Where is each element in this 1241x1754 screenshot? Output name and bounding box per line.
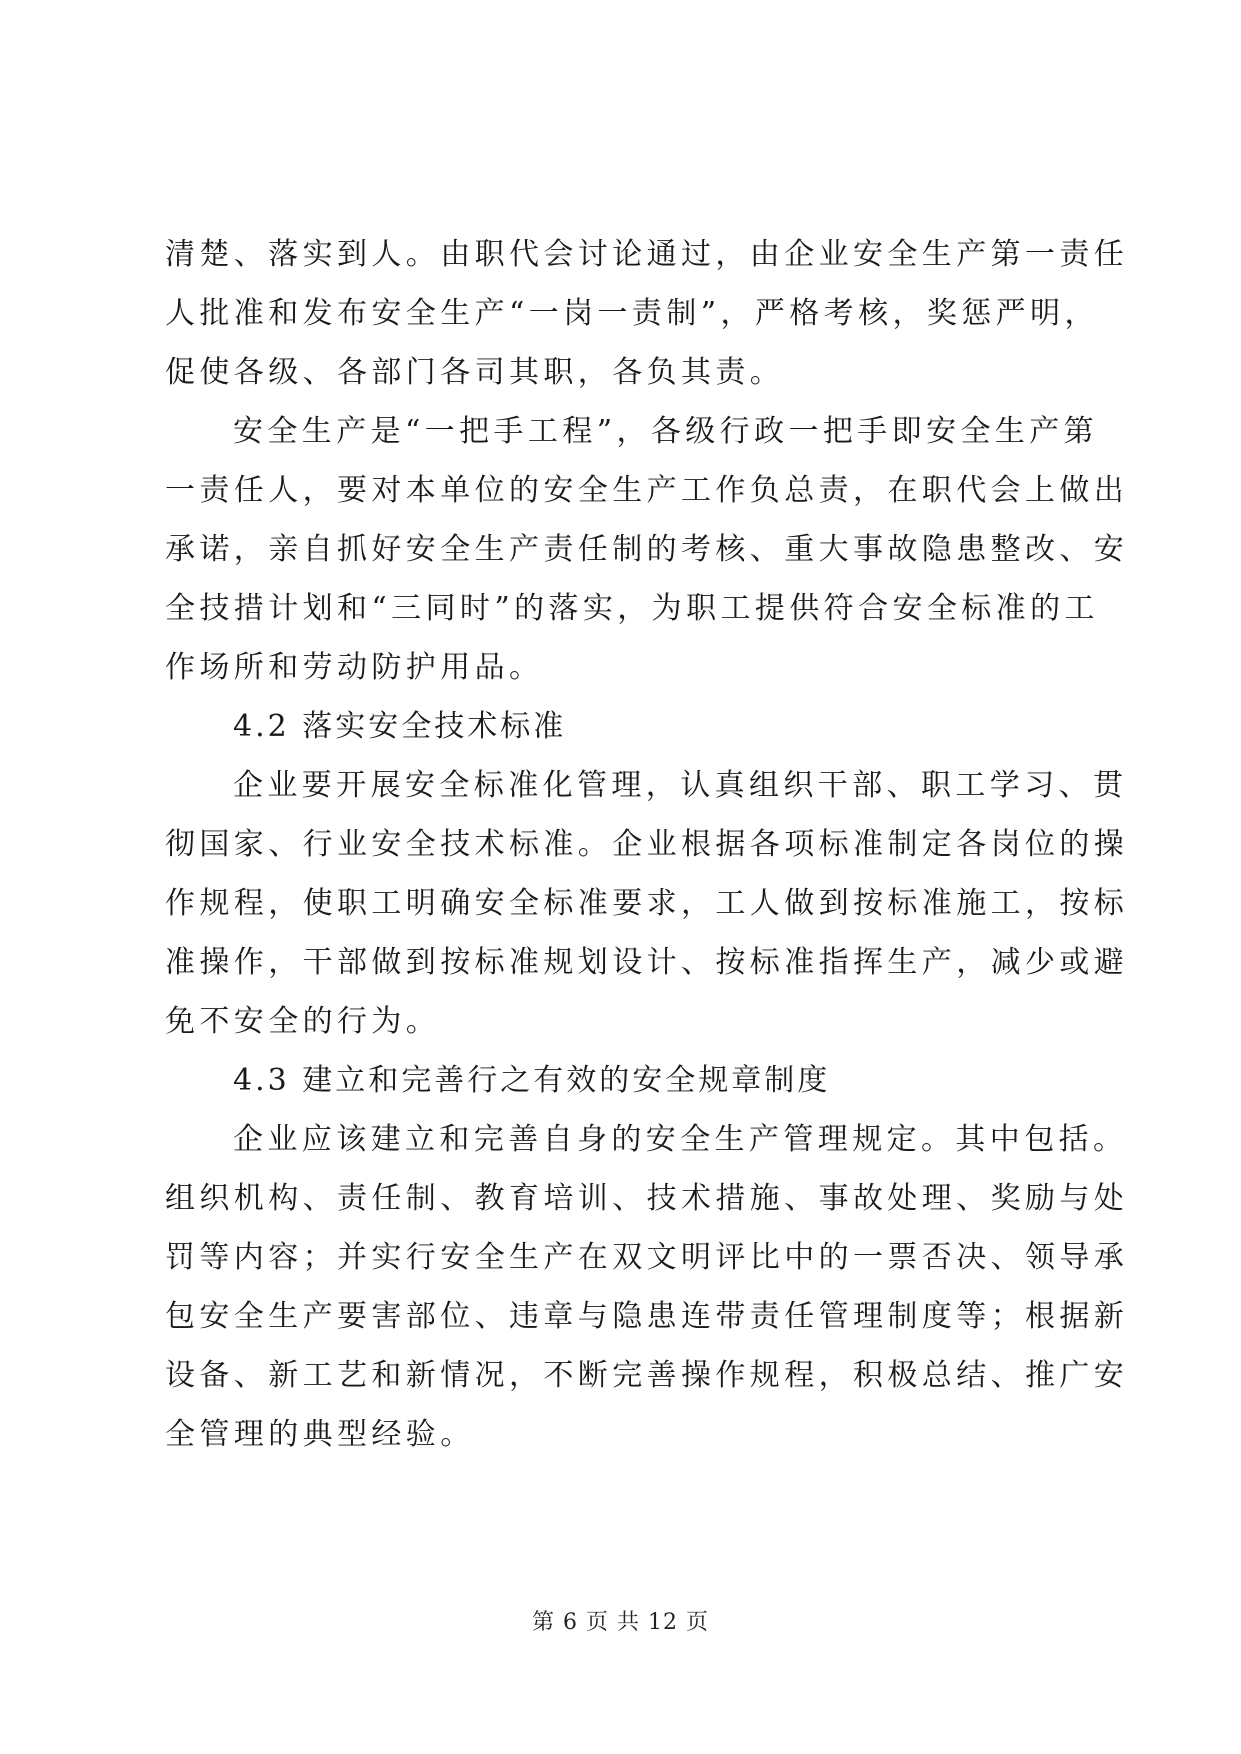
text-line: 人批准和发布安全生产“一岗一责制”，严格考核，奖惩严明， [165,296,1099,331]
text-line: 促使各级、各部门各司其职，各负其责。 [165,355,785,390]
text-line: 作场所和劳动防护用品。 [165,650,544,685]
text-line: 包安全生产要害部位、违章与隐患连带责任管理制度等；根据新 [165,1299,1129,1334]
text-line: 全技措计划和“三同时”的落实，为职工提供符合安全标准的工 [165,591,1099,626]
page-number-footer: 第 6 页 共 12 页 [532,1610,709,1635]
text-line: 清楚、落实到人。由职代会讨论通过，由企业安全生产第一责任 [165,237,1129,272]
paragraph-first-line: 安全生产是“一把手工程”，各级行政一把手即安全生产第 [233,414,1099,449]
text-line: 一责任人，要对本单位的安全生产工作负总责，在职代会上做出 [165,473,1129,508]
text-line: 免不安全的行为。 [165,1004,441,1039]
text-line: 准操作，干部做到按标准规划设计、按标准指挥生产，减少或避 [165,945,1129,980]
text-line: 作规程，使职工明确安全标准要求，工人做到按标准施工，按标 [165,886,1129,921]
paragraph-first-line: 企业应该建立和完善自身的安全生产管理规定。其中包括。 [233,1122,1128,1157]
body-text [165,225,1129,1464]
text-line: 全管理的典型经验。 [165,1417,475,1452]
text-line: 设备、新工艺和新情况，不断完善操作规程，积极总结、推广安 [165,1358,1129,1393]
text-line: 彻国家、行业安全技术标准。企业根据各项标准制定各岗位的操 [165,827,1129,862]
text-line: 承诺，亲自抓好安全生产责任制的考核、重大事故隐患整改、安 [165,532,1129,567]
paragraph-first-line: 企业要开展安全标准化管理，认真组织干部、职工学习、贯 [233,768,1128,803]
text-line: 组织机构、责任制、教育培训、技术措施、事故处理、奖励与处 [165,1181,1129,1216]
text-line: 罚等内容；并实行安全生产在双文明评比中的一票否决、领导承 [165,1240,1129,1275]
section-heading-4-3: 4.3 建立和完善行之有效的安全规章制度 [233,1063,831,1098]
section-heading-4-2: 4.2 落实安全技术标准 [233,709,567,744]
